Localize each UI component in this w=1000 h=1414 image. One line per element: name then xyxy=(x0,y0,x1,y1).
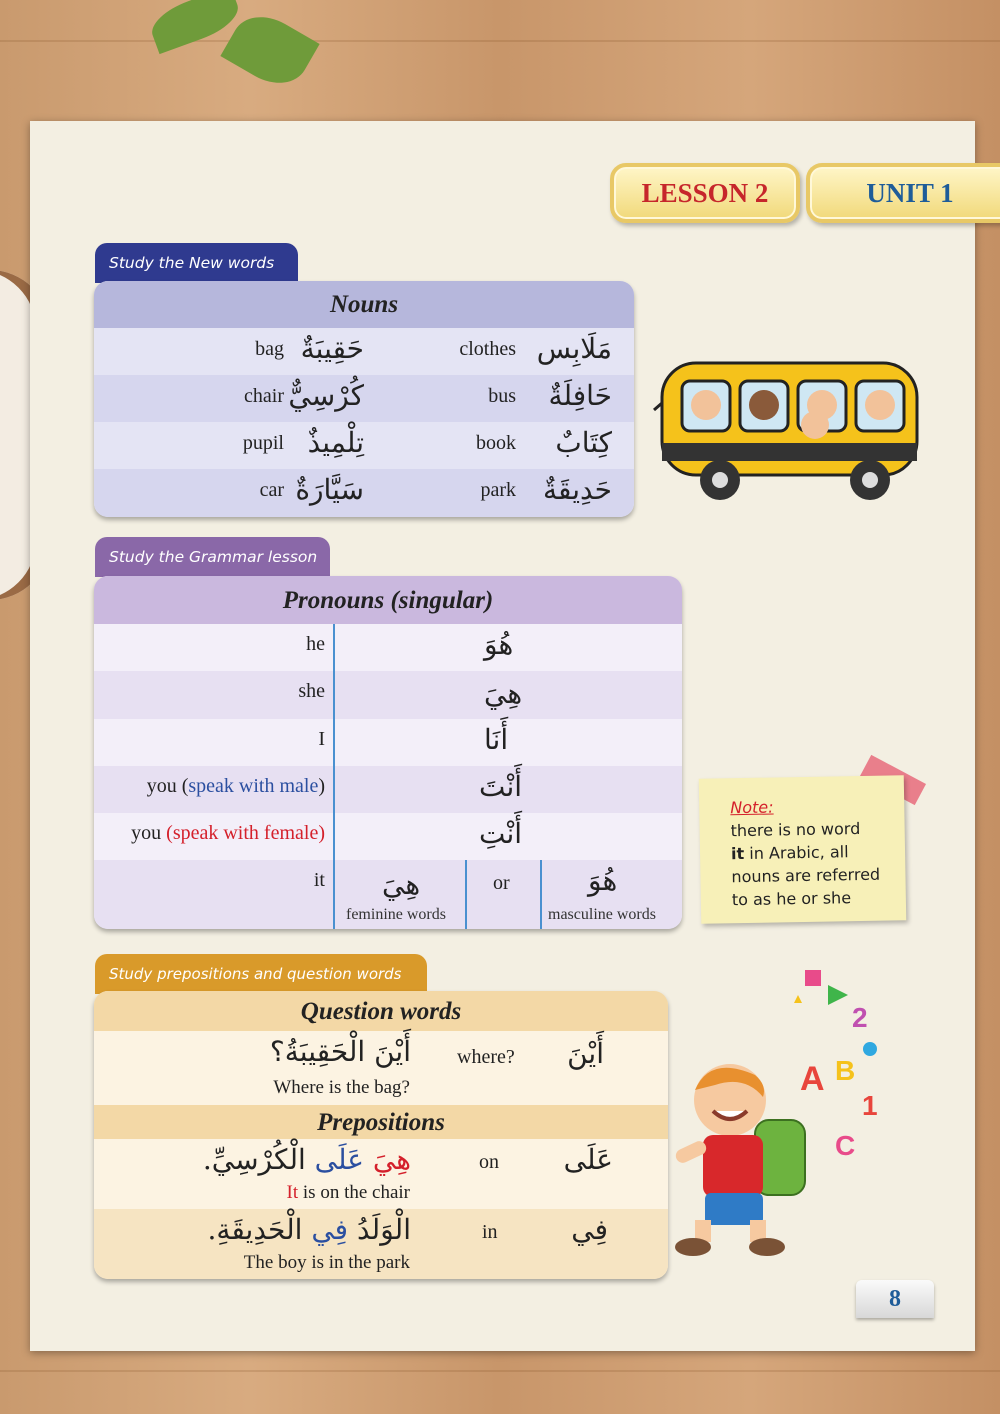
noun-ar: حَافِلَةٌ xyxy=(548,379,612,412)
noun-row xyxy=(94,375,634,422)
pronouns-panel xyxy=(94,576,682,929)
pronoun-en: she xyxy=(298,680,325,702)
ar-subject: الْوَلَدُ xyxy=(356,1213,411,1246)
school-bus-illustration xyxy=(650,355,925,505)
ar-rest: الْحَدِيقَةِ. xyxy=(207,1213,312,1246)
note-line: nouns are referred xyxy=(731,864,881,887)
or-text: or xyxy=(493,872,510,894)
boy-illustration xyxy=(655,1055,825,1265)
preposition-ar-sentence xyxy=(203,1143,411,1176)
prepositions-panel xyxy=(94,991,668,1279)
section-label-new-words: Study the New words xyxy=(95,243,298,283)
pronoun-row xyxy=(94,813,682,860)
preposition-row xyxy=(94,1209,668,1279)
preposition-ar: عَلَى xyxy=(563,1143,613,1176)
note-bold: it xyxy=(730,844,745,864)
question-row xyxy=(94,1031,668,1105)
note-text: in Arabic, all xyxy=(744,842,849,864)
divider xyxy=(465,860,467,929)
noun-row xyxy=(94,469,634,517)
pronoun-en: he xyxy=(306,633,325,655)
masculine-label: masculine words xyxy=(548,906,656,923)
noun-en: clothes xyxy=(459,338,516,360)
note-line: to as he or she xyxy=(731,888,852,910)
divider xyxy=(333,624,335,929)
ar-space xyxy=(348,1213,357,1246)
preposition-en: on xyxy=(479,1151,499,1173)
question-word-en: where? xyxy=(457,1046,515,1068)
en-rest: The boy is in the park xyxy=(243,1252,410,1273)
ar-preposition: فِي xyxy=(311,1213,349,1246)
unit-tab: UNIT 1 xyxy=(806,163,1000,223)
question-en-sentence: Where is the bag? xyxy=(273,1077,410,1098)
svg-text:C: C xyxy=(835,1130,856,1161)
en-rest: is on the chair xyxy=(298,1182,410,1203)
pronoun-you: you xyxy=(146,775,177,797)
noun-en: bag xyxy=(255,338,284,360)
noun-en: bus xyxy=(488,385,516,407)
noun-ar: تِلْمِيذٌ xyxy=(307,426,364,459)
section-label-grammar: Study the Grammar lesson xyxy=(95,537,330,577)
noun-en: park xyxy=(480,479,516,501)
pronoun-row xyxy=(94,719,682,766)
noun-ar: مَلَابِس xyxy=(536,332,612,365)
pronoun-ar: أَنَا xyxy=(484,723,509,756)
pronoun-en xyxy=(131,822,325,845)
noun-ar: سَيَّارَةٌ xyxy=(295,473,364,506)
question-word-ar: أَيْنَ xyxy=(567,1037,604,1070)
preposition-en-sentence xyxy=(244,1252,410,1274)
svg-text:1: 1 xyxy=(862,1090,878,1121)
nouns-title: Nouns xyxy=(94,281,634,328)
preposition-ar: فِي xyxy=(571,1213,608,1246)
preposition-en-sentence xyxy=(287,1182,410,1204)
noun-ar: كُرْسِيٌّ xyxy=(288,379,364,412)
ar-space xyxy=(364,1143,373,1176)
paren-close: ) xyxy=(318,775,325,797)
noun-en: chair xyxy=(244,385,284,407)
pronoun-row xyxy=(94,624,682,671)
feminine-ar: هِيَ xyxy=(382,868,421,901)
preposition-en: in xyxy=(482,1221,498,1243)
svg-text:A: A xyxy=(800,1060,825,1098)
page-number: 8 xyxy=(856,1280,934,1318)
male-qualifier: speak with male xyxy=(188,775,319,797)
pronoun-you: you xyxy=(131,822,162,844)
question-ar-sentence: أَيْنَ الْحَقِيبَةُ؟ xyxy=(269,1035,411,1068)
noun-ar: كِتَابٌ xyxy=(555,426,612,459)
pronoun-ar: هِيَ xyxy=(484,677,523,710)
preposition-row xyxy=(94,1139,668,1209)
masculine-ar: هُوَ xyxy=(588,864,618,897)
paren-close: ) xyxy=(318,822,325,844)
pronouns-title: Pronouns (singular) xyxy=(94,576,682,624)
lesson-tab: LESSON 2 xyxy=(610,163,800,223)
svg-text:B: B xyxy=(835,1055,856,1086)
pronoun-ar: هُوَ xyxy=(484,628,514,661)
pronoun-row xyxy=(94,671,682,719)
pronoun-en: I xyxy=(318,728,325,750)
noun-en: pupil xyxy=(242,432,284,454)
ar-preposition: عَلَى xyxy=(314,1143,364,1176)
noun-en: book xyxy=(476,432,516,454)
noun-ar: حَقِيبَةٌ xyxy=(300,332,364,365)
question-words-title: Question words xyxy=(94,991,668,1031)
paren-open: ( xyxy=(181,775,189,797)
section-label-prepositions: Study prepositions and question words xyxy=(95,954,427,994)
ar-pronoun: هِيَ xyxy=(372,1143,411,1176)
pronoun-en: it xyxy=(313,869,325,891)
feminine-label: feminine words xyxy=(346,906,446,923)
nouns-panel xyxy=(94,281,634,517)
pronoun-it-row xyxy=(94,860,682,929)
prepositions-title: Prepositions xyxy=(94,1105,668,1139)
note-line: there is no word xyxy=(730,818,861,841)
noun-row xyxy=(94,422,634,469)
en-key: It xyxy=(286,1182,299,1203)
ar-rest: الْكُرْسِيِّ. xyxy=(202,1143,315,1176)
note-line xyxy=(731,839,905,865)
note-card xyxy=(699,775,906,924)
noun-en: car xyxy=(259,479,284,501)
preposition-ar-sentence xyxy=(207,1213,411,1246)
svg-text:2: 2 xyxy=(852,1002,868,1033)
pronoun-ar: أَنْتَ xyxy=(479,770,523,803)
noun-ar: حَدِيقَةٌ xyxy=(543,473,612,506)
pronoun-row xyxy=(94,766,682,813)
female-qualifier: speak with female xyxy=(172,822,319,844)
pronoun-ar: أَنْتِ xyxy=(479,817,523,850)
divider xyxy=(540,860,542,929)
noun-row xyxy=(94,328,634,375)
plant-leaves-decoration-2 xyxy=(220,4,319,96)
pronoun-en xyxy=(147,775,325,798)
paren-open: ( xyxy=(166,822,173,844)
note-heading: Note: xyxy=(730,797,774,818)
